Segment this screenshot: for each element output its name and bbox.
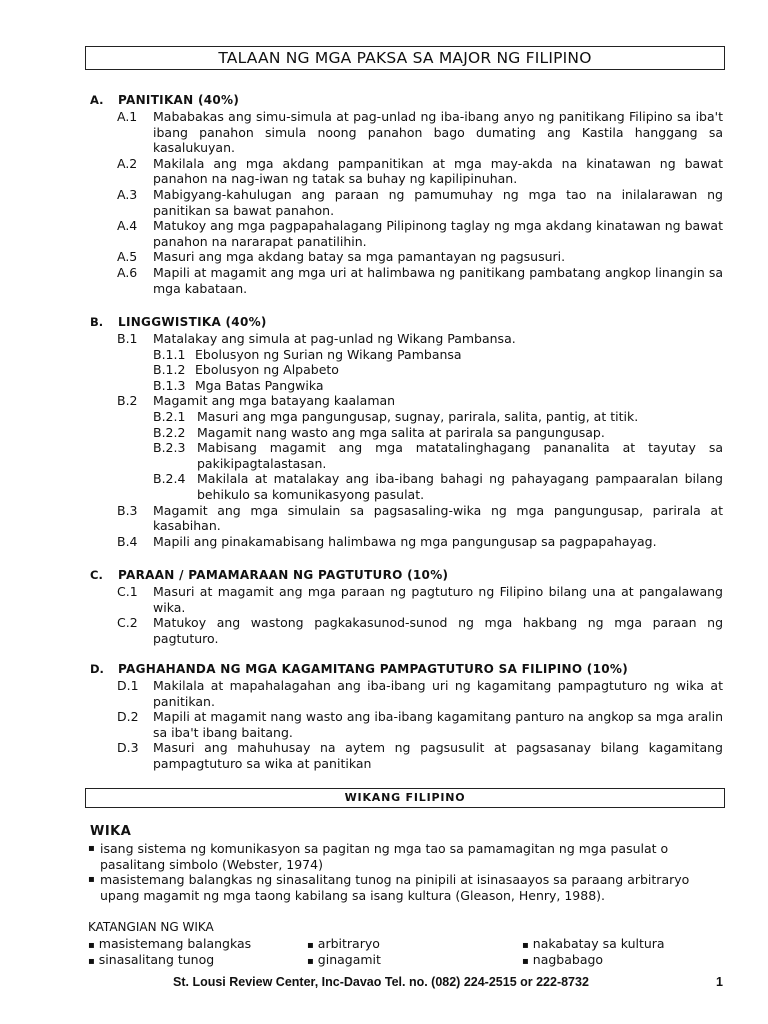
item-text: Masuri ang mahuhusay na aytem ng pagsusulit at pagsasanay bilang kagamitang pampagtuturo sa wika at panitikan bbox=[153, 740, 723, 771]
section-letter: A. bbox=[90, 93, 104, 107]
list-item bbox=[0, 187, 768, 218]
item-text: Magamit nang wasto ang mga salita at parirala sa pangungusap. bbox=[197, 424, 605, 440]
item-number: D.2 bbox=[117, 709, 139, 725]
list-item bbox=[0, 584, 768, 615]
item-number: B.1.2 bbox=[153, 362, 186, 378]
list-item bbox=[0, 218, 768, 249]
katangian-heading: KATANGIAN NG WIKA bbox=[88, 920, 214, 934]
item-text: Matukoy ang wastong pagkakasunod-sunod ng mga hakbang ng mga paraan ng pagtuturo. bbox=[153, 615, 723, 646]
bullet-icon: ▪ bbox=[88, 843, 95, 854]
item-number: D.3 bbox=[117, 740, 139, 756]
item-number: A.3 bbox=[117, 186, 138, 202]
footer-text: St. Lousi Review Center, Inc-Davao Tel. no. (082) 224-2515 or 222-8732 bbox=[173, 975, 589, 989]
list-item bbox=[0, 740, 768, 771]
section-letter: D. bbox=[90, 662, 104, 676]
list-item bbox=[0, 156, 768, 187]
list-item bbox=[0, 109, 768, 156]
list-item bbox=[0, 503, 768, 534]
list-item bbox=[522, 952, 603, 970]
section-title: LINGGWISTIKA (40%) bbox=[118, 315, 267, 329]
bullet-text: nagbabago bbox=[532, 952, 604, 967]
section-title: PANITIKAN (40%) bbox=[118, 93, 240, 107]
list-item bbox=[88, 952, 214, 970]
list-item bbox=[88, 841, 728, 872]
section-letter: C. bbox=[90, 568, 103, 582]
section-letter: B. bbox=[90, 315, 104, 329]
bullet-text: masistemang balangkas ng sinasalitang tunog na pinipili at isinasaayos sa paraang arbitraryo upang magamit ng mga taong kabilang sa isang kultura (Gleason, Henry, 1988). bbox=[100, 872, 690, 903]
bullet-icon: ▪ bbox=[522, 956, 529, 967]
item-text: Mga Batas Pangwika bbox=[195, 377, 324, 393]
list-subitem bbox=[0, 378, 768, 394]
section-c bbox=[0, 568, 768, 646]
list-item bbox=[0, 678, 768, 709]
section-title: PARAAN / PAMAMARAAN NG PAGTUTURO (10%) bbox=[118, 568, 449, 582]
list-subitem bbox=[0, 471, 768, 502]
item-number: A.6 bbox=[117, 264, 138, 280]
item-number: C.2 bbox=[117, 615, 138, 631]
item-text: Makilala at matalakay ang iba-ibang bahagi ng pahayagang pampaaralan bilang behikulo sa komunikasyong pasulat. bbox=[197, 471, 723, 502]
bullet-icon: ▪ bbox=[307, 956, 314, 967]
list-subitem bbox=[0, 347, 768, 363]
item-number: B.1.3 bbox=[153, 377, 186, 393]
item-number: B.2.3 bbox=[153, 440, 186, 456]
bullet-text: ginagamit bbox=[317, 952, 381, 967]
list-item bbox=[0, 615, 768, 646]
list-item bbox=[522, 936, 665, 954]
item-text: Mapili at magamit ang mga uri at halimbawa ng panitikang pambatang angkop linangin sa mga kabataan. bbox=[153, 264, 723, 296]
bullet-text: arbitraryo bbox=[317, 936, 380, 951]
bullet-text: sinasalitang tunog bbox=[98, 952, 215, 967]
item-text: Mababakas ang simu-simula at pag-unlad ng iba-ibang anyo ng panitikang Filipino sa iba't ibang panahon simula noong panahon bago dumating ang Kastila hanggang sa kasalukuyan. bbox=[153, 109, 723, 156]
wika-heading: WIKA bbox=[90, 824, 132, 839]
item-text: Ebolusyon ng Alpabeto bbox=[195, 362, 339, 378]
list-item bbox=[88, 872, 728, 903]
item-text: Magamit ang mga batayang kaalaman bbox=[153, 393, 396, 409]
list-item bbox=[0, 265, 768, 296]
list-item bbox=[0, 709, 768, 740]
item-text: Magamit ang mga simulain sa pagsasaling-wika ng mga pangungusap, parirala at kasabihan. bbox=[153, 502, 723, 534]
list-subitem bbox=[0, 425, 768, 441]
item-text: Mabisang magamit ang mga matatalinghagang pananalita at tayutay sa pakikipagtalastasan. bbox=[197, 440, 723, 471]
section-a bbox=[0, 93, 768, 296]
item-number: C.1 bbox=[117, 584, 138, 599]
bullet-text: nakabatay sa kultura bbox=[532, 936, 665, 951]
list-item bbox=[0, 249, 768, 265]
list-item bbox=[0, 393, 768, 409]
item-number: B.3 bbox=[117, 502, 138, 518]
bullet-icon: ▪ bbox=[522, 940, 529, 951]
item-number: B.2.4 bbox=[153, 471, 186, 487]
bullet-icon: ▪ bbox=[307, 940, 314, 951]
item-text: Masuri at magamit ang mga paraan ng pagtuturo ng Filipino bilang una at pangalawang wika. bbox=[153, 584, 723, 615]
section-heading bbox=[0, 93, 768, 109]
list-subitem bbox=[0, 362, 768, 378]
item-number: B.1.1 bbox=[153, 346, 186, 362]
item-number: B.2.1 bbox=[153, 408, 186, 424]
item-text: Makilala ang mga akdang pampanitikan at mga may-akda na kinatawan ng bawat panahon na nag-iwan ng tatak sa buhay ng kapilipinuhan. bbox=[153, 155, 723, 187]
item-number: B.1 bbox=[117, 331, 138, 346]
bullet-icon: ▪ bbox=[88, 956, 95, 967]
section-title: PAGHAHANDA NG MGA KAGAMITANG PAMPAGTUTURO SA FILIPINO (10%) bbox=[118, 662, 628, 676]
list-item bbox=[307, 936, 380, 954]
section-d bbox=[0, 662, 768, 772]
item-number: A.1 bbox=[117, 109, 138, 124]
list-item bbox=[88, 936, 251, 954]
page-footer bbox=[0, 975, 768, 993]
item-number: A.2 bbox=[117, 155, 138, 171]
list-item bbox=[0, 331, 768, 347]
bullet-icon: ▪ bbox=[88, 874, 95, 885]
item-text: Makilala at mapahalagahan ang iba-ibang uri ng kagamitang pampagtuturo ng wika at panitikan. bbox=[153, 678, 723, 709]
item-number: B.2 bbox=[117, 393, 138, 409]
item-number: A.5 bbox=[117, 249, 138, 265]
page-number: 1 bbox=[716, 975, 723, 989]
item-text: Masuri ang mga akdang batay sa mga pamantayan ng pagsusuri. bbox=[153, 249, 566, 265]
item-number: D.1 bbox=[117, 678, 139, 693]
item-text: Mabigyang-kahulugan ang paraan ng pamumuhay ng mga tao na inilalarawan ng panitikan sa bawat panahon. bbox=[153, 186, 723, 218]
item-text: Mapili ang pinakamabisang halimbawa ng mga pangungusap sa pagpapahayag. bbox=[153, 533, 657, 549]
item-number: B.2.2 bbox=[153, 424, 186, 440]
item-text: Ebolusyon ng Surian ng Wikang Pambansa bbox=[195, 346, 462, 362]
section-heading bbox=[0, 568, 768, 584]
wikang-filipino-heading: WIKANG FILIPINO bbox=[85, 788, 725, 808]
item-text: Masuri ang mga pangungusap, sugnay, parirala, salita, pantig, at titik. bbox=[197, 408, 639, 424]
item-text: Matalakay ang simula at pag-unlad ng Wikang Pambansa. bbox=[153, 331, 516, 346]
item-text: Matukoy ang mga pagpapahalagang Pilipinong taglay ng mga akdang kinatawan ng bawat panahon na nararapat panatilihin. bbox=[153, 218, 723, 249]
list-item bbox=[307, 952, 381, 970]
list-subitem bbox=[0, 409, 768, 425]
item-text: Mapili at magamit nang wasto ang iba-ibang kagamitang panturo na angkop sa mga aralin sa iba't ibang baitang. bbox=[153, 709, 723, 740]
bullet-text: isang sistema ng komunikasyon sa pagitan ng mga tao sa pamamagitan ng mga pasulat o pasalitang simbolo (Webster, 1974) bbox=[100, 841, 669, 872]
section-heading bbox=[0, 315, 768, 331]
bullet-icon: ▪ bbox=[88, 940, 95, 951]
section-heading bbox=[0, 662, 768, 678]
item-number: A.4 bbox=[117, 218, 138, 234]
bullet-text: masistemang balangkas bbox=[98, 936, 252, 951]
list-item bbox=[0, 534, 768, 550]
section-b bbox=[0, 315, 768, 549]
item-number: B.4 bbox=[117, 533, 138, 549]
page-title: TALAAN NG MGA PAKSA SA MAJOR NG FILIPINO bbox=[85, 46, 725, 70]
list-subitem bbox=[0, 440, 768, 471]
